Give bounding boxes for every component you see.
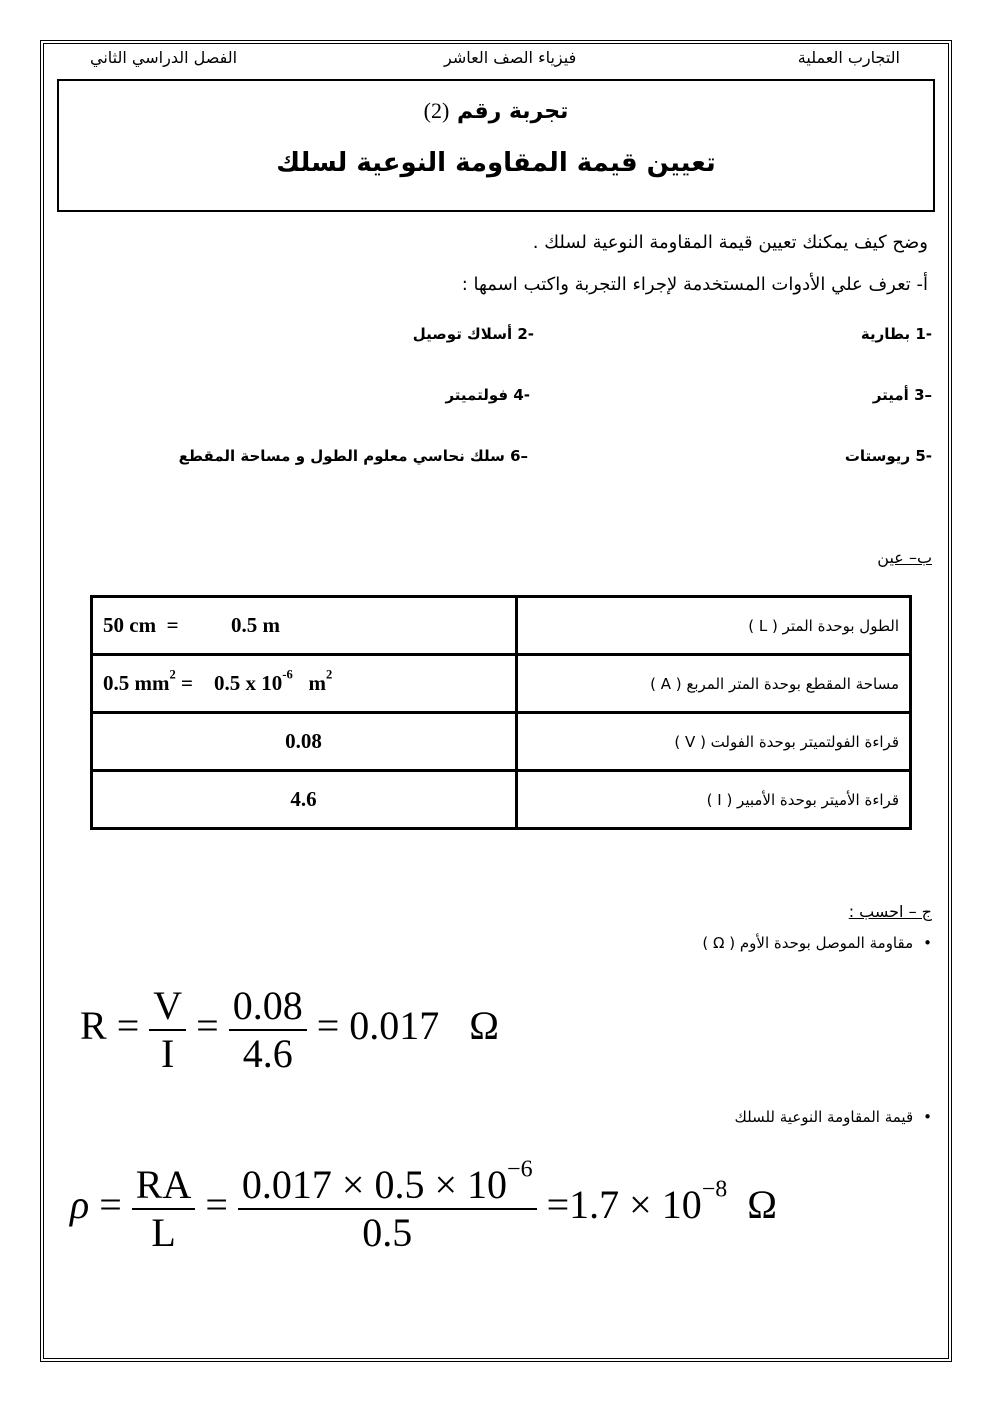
fraction: $\frac{0.017 \times 0.5 \times 10^{-6}}{0.5}$ (238, 1162, 537, 1256)
tool-item: –3 أميتر (872, 386, 932, 404)
tool-item: -1 بطارية (860, 325, 932, 343)
resistivity-equation: ρ = $\frac{RA}{L}$ = $\frac{0.017 \times 0.5 \times 10^{-6}}{0.5}$ $=1.7 \times 10^{-8}$ Ω (70, 1156, 777, 1255)
tool-item: –6 سلك نحاسي معلوم الطول و مساحة المقطع (178, 447, 528, 465)
bullet-icon: • (923, 934, 932, 952)
experiment-title (0, 98, 992, 124)
part-b-heading: ب– عين (877, 548, 932, 567)
label-cell: قراءة الفولتميتر بوحدة الفولت ( V ) (517, 713, 911, 771)
table-row (92, 597, 911, 655)
question-text: وضح كيف يمكنك تعيين قيمة المقاومة النوعية لسلك . (532, 232, 928, 253)
experiment-label: تجربة رقم (456, 99, 569, 124)
label-cell: مساحة المقطع بوحدة المتر المربع ( A ) (517, 655, 911, 713)
tool-item: -2 أسلاك توصيل (412, 325, 534, 343)
bullet-resistivity: •قيمة المقاومة النوعية للسلك (734, 1108, 932, 1126)
header-right: التجارب العملية (797, 48, 900, 67)
part-a-heading: أ- تعرف علي الأدوات المستخدمة لإجراء التجربة واكتب اسمها : (461, 274, 928, 295)
table-row (92, 713, 911, 771)
fraction: $\frac{RA}{L}$ (132, 1162, 196, 1256)
table-row (92, 655, 911, 713)
experiment-number: (2) (423, 98, 450, 123)
value-cell: 50 cm = 0.5 m (92, 597, 517, 655)
resistance-equation: R = $\frac{V}{I}$ = $\frac{0.08}{4.6}$ = 0.017 Ω (80, 983, 499, 1076)
tool-item: -5 ريوستات (844, 447, 932, 465)
value-cell: 4.6 (92, 771, 517, 829)
bullet-resistance: •مقاومة الموصل بوحدة الأوم ( Ω ) (702, 934, 932, 952)
bullet-icon: • (923, 1108, 932, 1126)
header-center: فيزياء الصف العاشر (444, 48, 577, 67)
part-c-heading: ج – احسب : (848, 902, 932, 921)
label-cell: قراءة الأميتر بوحدة الأمبير ( I ) (517, 771, 911, 829)
table-row (92, 771, 911, 829)
value-cell: 0.08 (92, 713, 517, 771)
fraction: $\frac{0.08}{4.6}$ (229, 983, 307, 1077)
value-cell: 0.5 $mm^2$ = 0.5 x $10^{-6}$ $m^2$ (92, 655, 517, 713)
label-cell: الطول بوحدة المتر ( L ) (517, 597, 911, 655)
experiment-subtitle: تعيين قيمة المقاومة النوعية لسلك (276, 148, 716, 178)
tool-item: -4 فولتميتر (445, 386, 530, 404)
fraction: $\frac{V}{I}$ (149, 983, 186, 1077)
header-left: الفصل الدراسي الثاني (90, 48, 238, 67)
measurements-table (90, 595, 912, 830)
